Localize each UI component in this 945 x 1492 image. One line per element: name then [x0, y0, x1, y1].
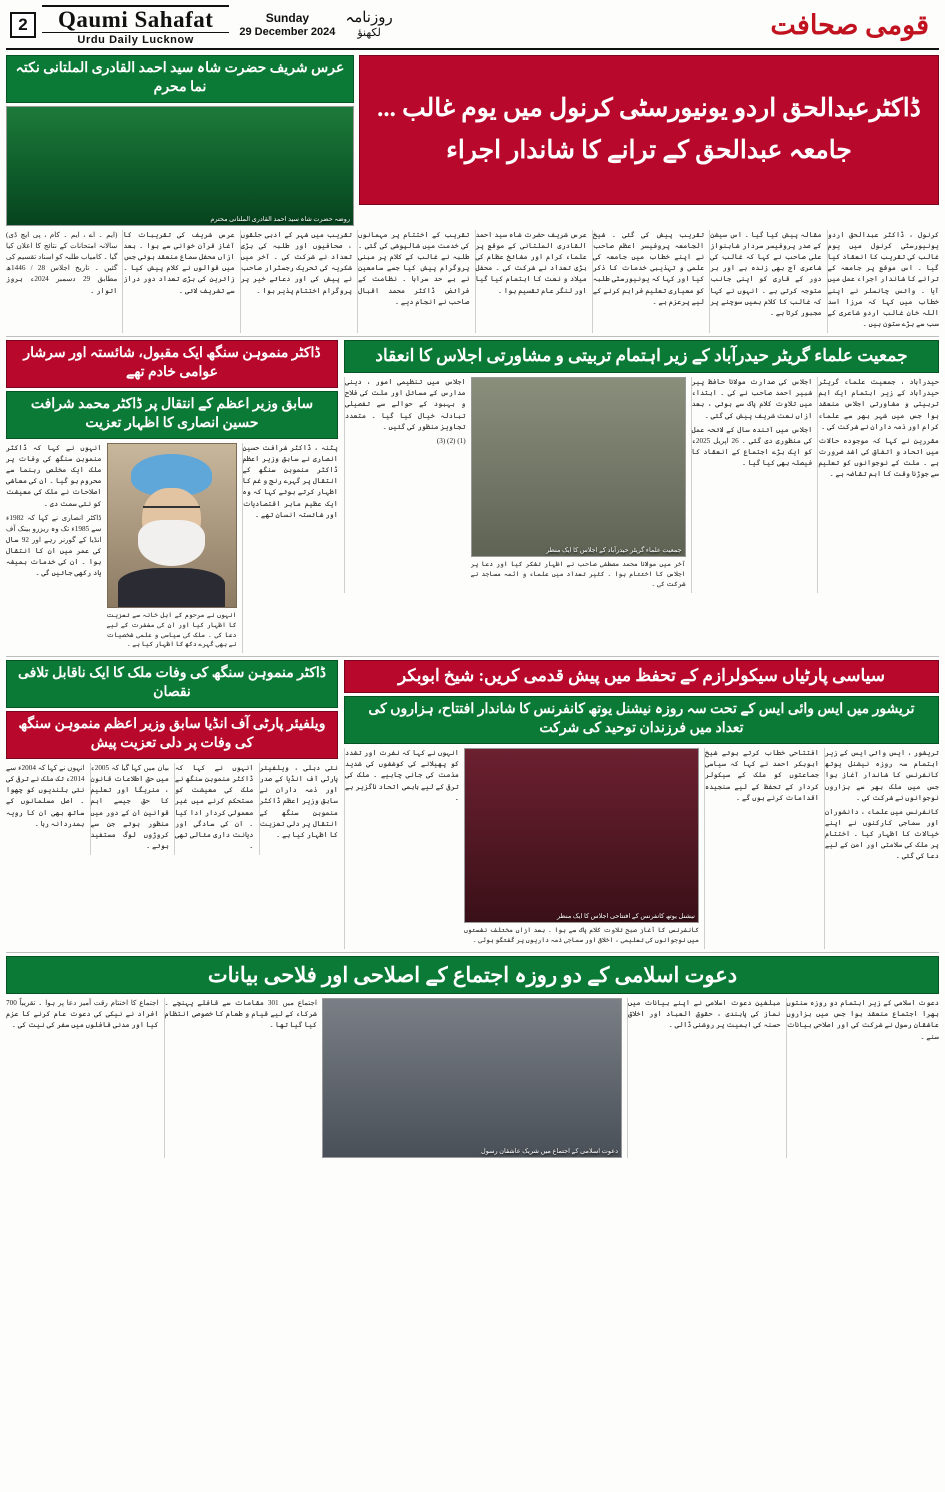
dawat-section: [6, 956, 939, 1158]
lead-col-7: [122, 230, 234, 333]
lead-col-8-text: (ایم ۔ اے ، ایم ۔ کام ، پی ایچ ڈی) سالانہ امتحانات کے نتائج کا اعلان کیا گیا ۔ کامیاب طلبہ کو اسناد تقسیم کی گئیں ۔ تاریخ اجلاس 28 / 1446ھ مطابق 29 دسمبر 2024ء بروز اتوار ۔: [6, 230, 118, 295]
nameplate: [42, 5, 229, 46]
date-day: Sunday: [265, 10, 310, 25]
jamiat-point-2: (2): [447, 436, 456, 445]
secular-subheadline: تریشور میں ایس وائی ایس کے تحت سہ روزہ نیشنل یوتھ کانفرنس کا شاندار افتتاح، ہزاروں کی تعداد میں فرزندان توحید کی شرکت: [344, 696, 939, 744]
dawat-col-2-text: مبلغین دعوت اسلامی نے اپنے بیانات میں نماز کی پابندی ، حقوق العباد اور اخلاق حسنہ کی اہمیت پر روشنی ڈالی ۔: [628, 999, 781, 1030]
loss-col-1-text: نئی دہلی ، ویلفیئر پارٹی آف انڈیا کے صدر اور ذمہ داران نے سابق وزیر اعظم ڈاکٹر منموہن سنگھ کے انتقال پر دلی تعزیت کا اظہار کیا ہے ۔: [259, 763, 338, 839]
lead-col-8: [6, 230, 117, 333]
manmohan-col-1-text: پٹنہ ، ڈاکٹر شرافت حسین انصاری نے سابق وزیر اعظم ڈاکٹر منموہن سنگھ کے انتقال پر گہرے رنج و غم کا اظہار کرتے ہوئے کہا کہ وہ ایک عظیم ماہر اقتصادیات اور شائستہ انسان تھے ۔: [242, 443, 338, 519]
jamiat-col-5-text: آخر میں مولانا محمد مصطفی صاحب نے اظہار تشکر کیا اور دعا پر اجلاس کا اختتام ہوا ۔ کثیر تعداد میں علماء و ائمہ مساجد نے شرکت کی ۔: [470, 561, 686, 588]
lead-col-4-text: عرس شریف حضرت شاہ سید احمد القادری الملتانی کے موقع پر علماء کرام اور مشائخ عظام کی بڑی تعداد نے شرکت کی ۔ محفل میلاد و نعت کا اہتمام کیا گیا اور لنگر عام تقسیم ہوا ۔: [475, 230, 587, 295]
urdu-daily-line2: لکھنؤ: [357, 27, 381, 40]
secular-photo-col-text: [464, 926, 699, 946]
divider-2: [6, 656, 939, 657]
middle-band: [6, 340, 939, 653]
lead-col-3-text: تقریب پیش کی گئی ۔ شیخ الجامعہ پروفیسر اعظم صاحب نے اپنے خطاب میں جامعہ کی علمی و تہذیبی خدمات کا ذکر کیا اور کہا کہ یونیورسٹی طلبہ کو معیاری تعلیم فراہم کرنے کے لیے پرعزم ہے ۔: [592, 230, 705, 306]
jamiat-point-1: (1): [457, 436, 466, 445]
jamiat-headline: جمعیت علماء گریٹر حیدرآباد کے زیر اہتمام تربیتی و مشاورتی اجلاس کا انعقاد: [344, 340, 939, 373]
secular-photo-caption: نیشنل یوتھ کانفرنس کے افتتاحی اجلاس کا ایک منظر: [556, 913, 695, 921]
jamiat-col-3: [344, 377, 466, 593]
manmohan-col-3-text: ڈاکٹر انصاری نے کہا کہ 1982ء سے 1985ء تک وہ ریزرو بینک آف انڈیا کے گورنر رہے اور 92 سال کی عمر میں ان کا انتقال ہوا ۔ ان کی خدمات ہمیشہ یاد رکھی جائیں گی ۔: [6, 513, 102, 578]
lead-col-7-text: عرس شریف کی تقریبات کا آغاز قرآن خوانی سے ہوا ۔ بعد ازاں محفل سماع منعقد ہوئی جس میں قوالوں نے کلام پیش کیا ۔ زائرین کی بڑی تعداد دور دراز سے تشریف لائی ۔: [123, 230, 235, 295]
jamiat-col-2-text2: اجلاس میں آئندہ سال کے لائحہ عمل کی منظوری دی گئی ۔ 26 اپریل 2025ء کو ایک بڑے اجتماع کے انعقاد کا فیصلہ بھی کیا گیا ۔: [691, 425, 813, 468]
lead-headline: [359, 55, 939, 205]
dawat-col-1-text: دعوت اسلامی کے زیر اہتمام دو روزہ سنتوں بھرا اجتماع منعقد ہوا جس میں ہزاروں عاشقان رسول نے شرکت کی اور اصلاحی بیانات سنے ۔: [786, 999, 939, 1041]
secular-col-2-text: افتتاحی خطاب کرتے ہوئے شیخ ابوبکر احمد نے کہا کہ سیاسی جماعتوں کو ملک کے سیکولر کردار کے تحفظ کے لیے سنجیدہ اقدامات کرنے ہوں گے ۔: [705, 749, 819, 802]
dawat-col-2: [627, 998, 781, 1158]
lead-columns: [6, 230, 939, 333]
date-box: [239, 12, 335, 38]
dawat-photo: [322, 998, 622, 1158]
divider-3: [6, 952, 939, 953]
manmohan-top-headline: ڈاکٹر منموہن سنگھ ایک مقبول، شائستہ اور سرشار عوامی خادم تھے: [6, 340, 338, 388]
masthead-left: [10, 5, 393, 46]
lead-col-5: [357, 230, 469, 333]
manmohan-col-4-text: انہوں نے مرحوم کے اہل خانہ سے تعزیت کا اظہار کیا اور ان کی مغفرت کے لیے دعا کی ۔ ملک کی سیاسی و علمی شخصیات نے بھی گہرے دکھ کا اظہار کیا ہے ۔: [106, 611, 237, 649]
loss-col-4: [6, 763, 85, 855]
loss-col-3-text: بیان میں کہا گیا کہ 2005ء میں حق اطلاعات قانون ، منریگا اور تعلیم کا حق جیسے اہم قوانین ان کے دور میں منظور ہوئے جن سے کروڑوں لوگ مستفید ہوئے ۔: [90, 763, 169, 850]
dawat-body: [6, 998, 939, 1158]
loss-subheadline: ویلفیئر پارٹی آف انڈیا سابق وزیر اعظم منموہن سنگھ کی وفات پر دلی تعزیت پیش: [6, 711, 338, 759]
jamiat-photo-caption: جمعیت علماء گریٹر حیدرآباد کے اجلاس کا ایک منظر: [546, 547, 682, 555]
manmohan-col-1: [242, 443, 339, 654]
secular-col-1-text2: کانفرنس میں علماء ، دانشوران اور سماجی کارکنوں نے اپنے خیالات کا اظہار کیا ۔ اختتام پر ملک کی سلامتی اور امن کے لیے دعا کی گئی ۔: [825, 807, 939, 861]
jamiat-col-2-text: اجلاس کی صدارت مولانا حافظ پیر شبیر احمد صاحب نے کی ۔ ابتداء میں تلاوت کلام پاک سے ہوئی ، بعد ازاں نعت شریف پیش کی گئی ۔: [691, 378, 813, 420]
lead-headline-line1: ڈاکٹرعبدالحق اردو یونیورسٹی کرنول میں یوم غالب ...: [377, 95, 921, 123]
secular-body: [344, 748, 939, 949]
secular-col-1-text: تریشور ، ایس وائی ایس کے زیر اہتمام سہ روزہ نیشنل یوتھ کانفرنس کا شاندار آغاز ہوا جس میں ملک بھر سے ہزاروں نوجوانوں نے شرکت کی ۔: [825, 749, 939, 802]
loss-section: [6, 660, 338, 949]
paper-title: Qaumi Sahafat: [42, 5, 229, 33]
loss-col-2: [174, 763, 254, 855]
lead-headline-line2: جامعہ عبدالحق کے ترانے کا شاندار اجراء: [446, 137, 852, 164]
lead-col-6-text: تقریب میں شہر کے ادبی حلقوں ، صحافیوں اور طلبہ کی بڑی تعداد نے شرکت کی ۔ آخر میں شکریہ کی تحریک رجسٹرار صاحب نے پیش کی اور دعائے خیر پر پروگرام اختتام پذیر ہوا ۔: [240, 230, 353, 295]
glasses-icon: [143, 506, 199, 517]
dawat-photo-caption: دعوت اسلامی کے اجتماع میں شریک عاشقان رسول: [480, 1148, 618, 1156]
masthead: [6, 4, 939, 50]
third-band: [6, 660, 939, 949]
date-full: 29 December 2024: [239, 25, 336, 38]
manmohan-headline: سابق وزیر اعظم کے انتقال پر ڈاکٹر محمد شرافت حسین انصاری کا اظہار تعزیت: [6, 391, 338, 439]
secular-col-2: [704, 748, 819, 949]
jamiat-col-1: [817, 377, 939, 593]
urs-headline: عرس شریف حضرت شاہ سید احمد القادری الملتانی نکتہ نما محرم: [6, 55, 354, 103]
dawat-col-3-text: اجتماع میں 301 مقامات سے قافلے پہنچے ۔ شرکاء کے لیے قیام و طعام کا خصوصی انتظام کیا گیا تھا ۔: [164, 999, 318, 1030]
secular-section: [344, 660, 939, 949]
lead-col-1: [827, 230, 939, 333]
jamiat-col-1-text: حیدرآباد ، جمعیت علماء گریٹر حیدرآباد کے زیر اہتمام ایک اہم تربیتی و مشاورتی اجلاس منعقد ہوا جس میں شہر بھر سے علماء کرام اور ذمہ داران نے شرکت کی ۔: [818, 378, 939, 431]
paper-subtitle: Urdu Daily Lucknow: [77, 33, 194, 46]
loss-col-1: [259, 763, 339, 855]
manmohan-portrait-text: [107, 611, 237, 651]
loss-col-3: [90, 763, 170, 855]
lead-col-5-text: تقریب کے اختتام پر مہمانوں کی خدمت میں شالپوشی کی گئی ۔ طلبہ نے غالب کے کلام پر مبنی پروگرام پیش کیا جسے سامعین نے بے حد سراہا ۔ نظامت کے فرائض ڈاکٹر محمد اقبال صاحب نے انجام دیے ۔: [358, 230, 470, 306]
jamiat-point-3: (3): [436, 436, 446, 445]
lead-col-6: [240, 230, 352, 333]
secular-col-1: [824, 748, 939, 949]
jamiat-col-3-text: اجلاس میں تنظیمی امور ، دینی مدارس کے مسائل اور ملت کی فلاح و بہبود کے حوالے سے تفصیلی تبادلہ خیال کیا گیا ۔ متعدد تجاویز منظور کی گئیں ۔: [344, 378, 466, 431]
dawat-col-1: [786, 998, 940, 1158]
urs-photo: [6, 106, 354, 226]
beard-shape: [138, 520, 205, 566]
manmohan-col-2: [6, 443, 102, 654]
urdu-daily-label: [345, 9, 392, 40]
jamiat-photo-col-text: [471, 560, 686, 590]
jamiat-photo-col: [471, 377, 686, 593]
secular-col-3: [344, 748, 459, 949]
jamiat-points: [345, 436, 466, 447]
secular-col-3-text: انہوں نے کہا کہ نفرت اور تشدد کو پھیلانے کی کوششوں کی شدید مذمت کی جانی چاہیے ۔ ملک کی ترقی کے لیے باہمی اتحاد ناگزیر ہے ۔: [345, 749, 459, 802]
divider-1: [6, 336, 939, 337]
lead-col-2-text: مقالہ پیش کیا گیا ۔ اس سیشن کے صدر پروفیسر سردار شاہنواز علی صاحب نے کہا کہ غالب کی شاعری آج بھی زندہ ہے اور ہر دور کے قاری کو اپنی جانب متوجہ کرتی ہے ۔ انہوں نے کہا کہ غالب کا کلام ہمیں سوچنے پر مجبور کرتا ہے ۔: [710, 230, 822, 317]
lead-col-1-text: کرنول ، ڈاکٹر عبدالحق اردو یونیورسٹی کرنول میں یوم غالب کی تقریب کا انعقاد کیا گیا ۔ اس موقع پر جامعہ کے ترانے کا شاندار اجراء عمل میں آیا ۔ وائس چانسلر نے اپنے خطاب میں کہا کہ مرزا اسد اللہ خان غالب اردو شاعری کے سب سے بڑے ستون ہیں ۔: [827, 230, 939, 329]
manmohan-portrait-col: [107, 443, 237, 654]
loss-headline: ڈاکٹر منموہن سنگھ کی وفات ملک کا ایک ناقابل تلافی نقصان: [6, 660, 338, 708]
loss-body: [6, 763, 338, 855]
manmohan-obit-section: [6, 340, 338, 653]
secular-headline: سیاسی پارٹیاں سیکولرازم کے تحفظ میں پیش قدمی کریں: شیخ ابوبکر: [344, 660, 939, 693]
body-shape: [118, 568, 226, 607]
urs-photo-caption: روضہ حضرت شاہ سید احمد القادری الملتانی محترم: [210, 215, 350, 223]
secular-col-4-text: کانفرنس کا آغاز صبح تلاوت کلام پاک سے ہوا ۔ بعد ازاں مختلف نشستوں میں نوجوانوں کی تعلیمی ، اخلاقی اور سماجی ذمہ داریوں پر گفتگو ہوئی ۔: [464, 927, 699, 944]
lead-photo-wrap: [6, 55, 354, 226]
page-number: 2: [10, 12, 36, 38]
jamiat-body: [344, 377, 939, 593]
dawat-headline: دعوت اسلامی کے دو روزہ اجتماع کے اصلاحی اور فلاحی بیانات: [6, 956, 939, 994]
dawat-col-4-text: اجتماع کا اختتام رقت آمیز دعا پر ہوا ۔ تقریباً 700 افراد نے نیکی کی دعوت عام کرنے کا عزم کیا اور مدنی قافلوں میں سفر کی نیت کی ۔: [6, 999, 159, 1030]
dawat-col-3: [164, 998, 318, 1158]
manmohan-col-2-text: انہوں نے کہا کہ ڈاکٹر منموہن سنگھ کی وفات پر ملک ایک مخلص رہنما سے محروم ہو گیا ۔ ان کی معاشی اصلاحات نے ملک کی معیشت کو نئی سمت دی ۔: [6, 443, 102, 508]
secular-photo: [464, 748, 699, 923]
jamiat-photo: [471, 377, 686, 557]
lead-col-3: [592, 230, 704, 333]
urdu-logo: قومی صحافت: [770, 9, 929, 40]
jamiat-section: [344, 340, 939, 653]
jamiat-col-1-text2: مقررین نے کہا کہ موجودہ حالات میں اتحاد و اتفاق کی اشد ضرورت ہے ۔ ملت کے نوجوانوں کو تعلیم سے جوڑنا وقت کا اہم تقاضہ ہے ۔: [818, 436, 939, 479]
manmohan-portrait: [107, 443, 237, 608]
lead-section: [6, 55, 939, 226]
loss-col-2-text: انہوں نے کہا کہ ڈاکٹر منموہن سنگھ نے ملک کی معیشت کو مستحکم کرنے میں غیر معمولی کردار ادا کیا ۔ ان کی سادگی اور دیانت داری مثالی تھی ۔: [175, 763, 254, 850]
lead-col-4: [475, 230, 587, 333]
secular-photo-col: [464, 748, 699, 949]
urdu-daily-line1: روزنامہ: [345, 10, 393, 27]
loss-col-4-text: انہوں نے کہا کہ 2004ء سے 2014ء تک ملک نے ترقی کی نئی بلندیوں کو چھوا ۔ اصل مسلمانوں کے ساتھ بھی ان کا رویہ ہمدردانہ رہا ۔: [6, 763, 85, 828]
dawat-photo-col: [322, 998, 622, 1158]
dawat-col-4: [6, 998, 159, 1158]
lead-headline-wrap: [359, 55, 939, 226]
lead-col-2: [709, 230, 821, 333]
jamiat-col-2: [691, 377, 813, 593]
manmohan-body: [6, 443, 338, 654]
